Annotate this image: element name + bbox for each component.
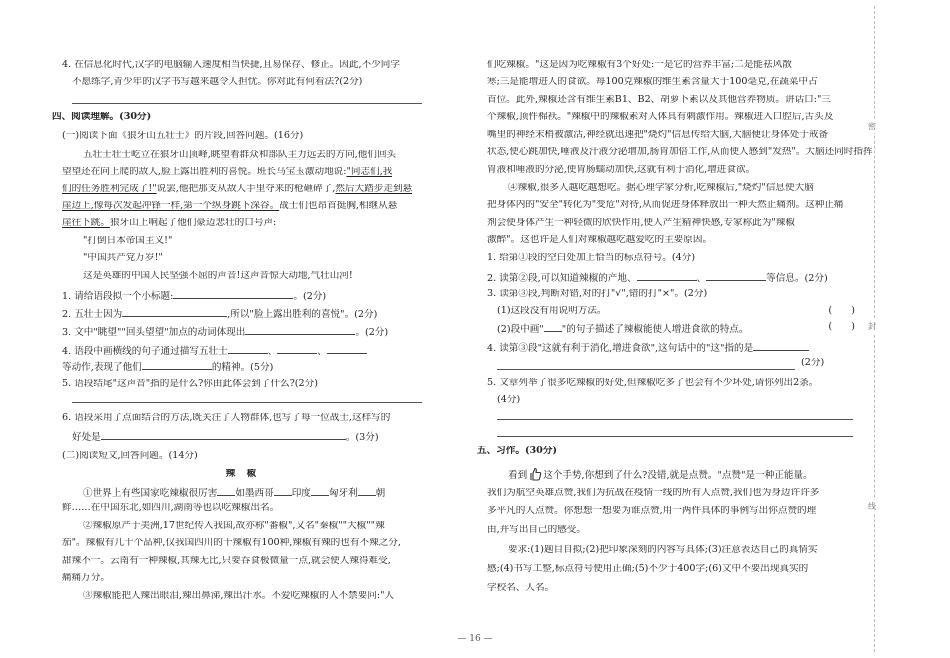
rquestion-3: 3. 读第③段,判断对错,对的打"√",错的打"×"。(2分) (487, 289, 708, 299)
essay-line16: 把身体内的"安全"转化为"变危"对待,从而促进身体释放出一种天然止痛剂。这种止痛 (487, 200, 844, 210)
punct-blank[interactable] (311, 486, 329, 496)
question-1: 1. 请给语段拟一个小标题: 。(2分) (62, 291, 327, 302)
seal-char: 密 (868, 122, 876, 131)
answer-blank[interactable] (637, 271, 697, 281)
rquestion-3-item2: (2)段中画" "的句子描述了辣椒能使人增进食欲的特点。 ( ) (497, 322, 855, 335)
passage1-line1: 五壮士壮士屹立在狼牙山顶峰,眺望着群众和部队主力远去的方向,他们回头 (83, 150, 397, 160)
writing-req-line3: 学校名、人名。 (487, 583, 555, 593)
essay-line2: 鲜……在中国东北,如四川,湖南等也以吃辣椒出名。 (62, 503, 280, 513)
essay-line15: ④辣椒,很多人越吃越想吃。据心理学家分析,吃辣椒后,"烧灼"信息使大脑 (508, 183, 814, 193)
essay-line14: 胃液和唾液的分泌,使胃肠蠕动加快,这就有利于消化,增进食欲。 (487, 165, 756, 175)
rquestion-5-line1: 5. 文章列举了很多吃辣椒的好处,但辣椒吃多了也会有不少坏处,请你列出2条。 (487, 378, 819, 388)
essay-line1: ①世界上有些国家吃辣椒很厉害 如墨西哥 印度 匈牙利 朝 (83, 488, 386, 499)
answer-blank[interactable] (142, 360, 212, 370)
passage1-line2: 望望还在向上爬的敌人,脸上露出胜利的喜悦。班长马宝玉激动地说:"同志们,我 (62, 167, 393, 177)
part1-intro: (一)阅读下面《狼牙山五壮士》的片段,回答问题。(16分) (62, 131, 304, 141)
rquestion-2: 2. 读第②段,可以知道辣椒的产地、 、 等信息。(2分) (487, 273, 828, 284)
writing-line1: 看到 这个手势,你想到了什么?没错,就是点赞。"点赞"是一种正能量。 (487, 467, 813, 481)
writing-line2: 我们为航空英雄点赞,我们为抗战在疫情一线的所有人点赞,我们也为身边许许多 (487, 488, 820, 498)
question-4-line1: 4. 在信息化时代,汉字的电脑输入速度相当快捷,且易保存、修正。因此,不少同学 (62, 60, 400, 70)
answer-line[interactable] (497, 369, 795, 370)
answer-blank[interactable] (228, 344, 268, 354)
answer-blank[interactable] (277, 344, 317, 354)
question-4: 4. 语段中画横线的句子通过描写五壮士 、 、 (62, 344, 367, 357)
essay-line3: ②辣椒原产于美洲,17世纪传入我国,故亦称"番椒",又名"秦椒""大椒""辣 (83, 521, 385, 531)
punct-blank[interactable] (274, 486, 292, 496)
rquestion-4-score: (2分) (801, 358, 825, 368)
punct-blank[interactable] (217, 486, 235, 496)
answer-blank[interactable] (245, 325, 355, 335)
essay-line6: 痛痛万分。 (62, 573, 110, 583)
rquestion-4: 4. 读第③段"这就有利于消化,增进食欲",这句话中的"这"指的是 (487, 341, 809, 354)
question-5: 5. 语段结尾"这声音"指的是什么?你由此体会到了什么?(2分) (62, 379, 318, 389)
question-3: 3. 文中"眺望""回头望望"加点的动词体现出 。(2分) (62, 327, 389, 338)
answer-blank[interactable] (706, 271, 766, 281)
essay-line13: 状态,使心跳加快,唾液及汗液分泌增加,肠胃加倍工作,从而使人感到"发热"。大脑还同时指挥 (487, 147, 873, 157)
slogan-2: "中国共产党万岁!" (83, 253, 163, 263)
answer-blank[interactable] (122, 307, 227, 317)
binding-margin (860, 0, 890, 658)
writing-req-line2: 感;(4)书写工整,标点符号使用正确;(5)不少于400字;(6)文中不要出现真实的 (487, 564, 809, 574)
answer-paren[interactable]: ( ) (828, 306, 855, 316)
punct-blank[interactable] (358, 486, 376, 496)
answer-blank[interactable] (753, 341, 809, 351)
question-4-line2: 不愿练字,青少年的汉字书写越来越令人担忧。你对此有何看法?(2分) (72, 77, 363, 87)
essay-line11: 个辣椒,顶件棉袄。"辣椒中的辣椒素对人体具有刺激作用。辣椒进入口腔后,舌头及 (487, 112, 834, 122)
essay-line18: 激醉"。这也许是人们对辣椒越吃越爱吃的主要原因。 (487, 235, 713, 245)
answer-line[interactable] (72, 402, 422, 403)
essay-line12: 嘴里的神经末梢被激活,神经就迅速把"烧灼"信息传给大脑,大脑便让身体处于戒备 (487, 130, 829, 140)
answer-paren[interactable]: ( ) (828, 322, 855, 332)
answer-line[interactable] (72, 103, 422, 104)
answer-blank[interactable] (173, 289, 293, 299)
part2-intro: (二)阅读短文,回答问题。(14分) (62, 451, 198, 461)
passage1-line3: 们的任务胜利完成了!"说罢,他把那支从敌人手里夺来的枪砸碎了,然后大踏步走到悬 (62, 184, 413, 194)
answer-line[interactable] (497, 419, 853, 420)
essay-line10: 首位。此外,辣椒还含有维生素B1、B2、胡萝卜素以及其他营养物质。讲话口:"三 (487, 95, 832, 105)
passage1-line6: 这是英雄的中国人民坚强不屈的声音!这声音惊天动地,气壮山河! (83, 271, 353, 281)
essay-title: 辣 椒 (225, 469, 261, 479)
essay-line17: 剂会使身体产生一种轻微的欣快作用,使人产生精神快感,专家称此为"辣椒 (487, 218, 795, 228)
rquestion-3-item1: (1)这段没有用说明方法。 ( ) (497, 306, 855, 316)
passage1-line4: 崖边上,像每次发起冲锋一样,第一个纵身跳下深谷。战士们也昂首挺胸,相继从悬 (62, 201, 398, 211)
essay-line8: 们吃辣椒。"这是因为吃辣椒有3个好处:一是它的营养丰富;二是能祛风散 (487, 60, 792, 70)
page-number: — 16 — (457, 634, 493, 644)
question-2: 2. 五壮士因为 ,所以"脸上露出胜利的喜悦"。(2分) (62, 309, 378, 320)
question-6-line1: 6. 语段采用了点面结合的方法,既关注了人物群体,也写了每一位战士,这样写的 (62, 413, 391, 423)
question-6-line2: 好处是 。(3分) (72, 432, 379, 443)
section-5-heading: 五、习作。(30分) (477, 446, 557, 456)
seal-char: 封 (868, 322, 876, 331)
answer-line[interactable] (497, 436, 853, 437)
essay-line5: 甜辣不一。云南有一种辣椒,其辣无比,只要吞食极微量一点,就会使人辣得难受, (62, 556, 391, 566)
question-4-cont: 等动作,表现了他们 的精神。(5分) (62, 362, 274, 373)
passage1-line5: 崖往下跳。狼牙山上响起了他们豪迈悲壮的口号声: (62, 218, 277, 228)
essay-line4: 茄"。辣椒有几十个品种,仅我国四川的干辣椒有100种,辣椒有辣的也有不辣之分, (62, 538, 401, 548)
writing-line3: 多平凡的人点赞。你想想一想要为谁点赞,用一两件具体的事例写出你点赞的理 (487, 506, 817, 516)
writing-line4: 由,并写出自己的感受。 (487, 525, 586, 535)
essay-line9: 寒;三是能增进人的食欲。每100克辣椒的维生素含量大于100毫克,在蔬菜中占 (487, 77, 818, 87)
writing-req-line1: 要求:(1)题目自拟;(2)把印象深刻的内容写具体;(3)注意表达自己的真情实 (508, 545, 818, 555)
seal-char: 线 (868, 502, 876, 511)
slogan-1: "打倒日本帝国主义!" (83, 236, 173, 246)
essay-line7: ③辣椒能把人辣出眼泪,辣出鼻涕,辣出汗水。不爱吃辣椒的人不禁要问:"人 (83, 591, 395, 601)
section-4-heading: 四、阅读理解。(30分) (52, 112, 152, 122)
rquestion-1: 1. 给第①段的空白处加上恰当的标点符号。(4分) (487, 253, 696, 263)
answer-blank[interactable] (101, 430, 346, 440)
answer-blank[interactable] (327, 344, 367, 354)
thumbs-up-icon (528, 467, 542, 481)
rquestion-5-line2: (4分) (497, 395, 521, 405)
